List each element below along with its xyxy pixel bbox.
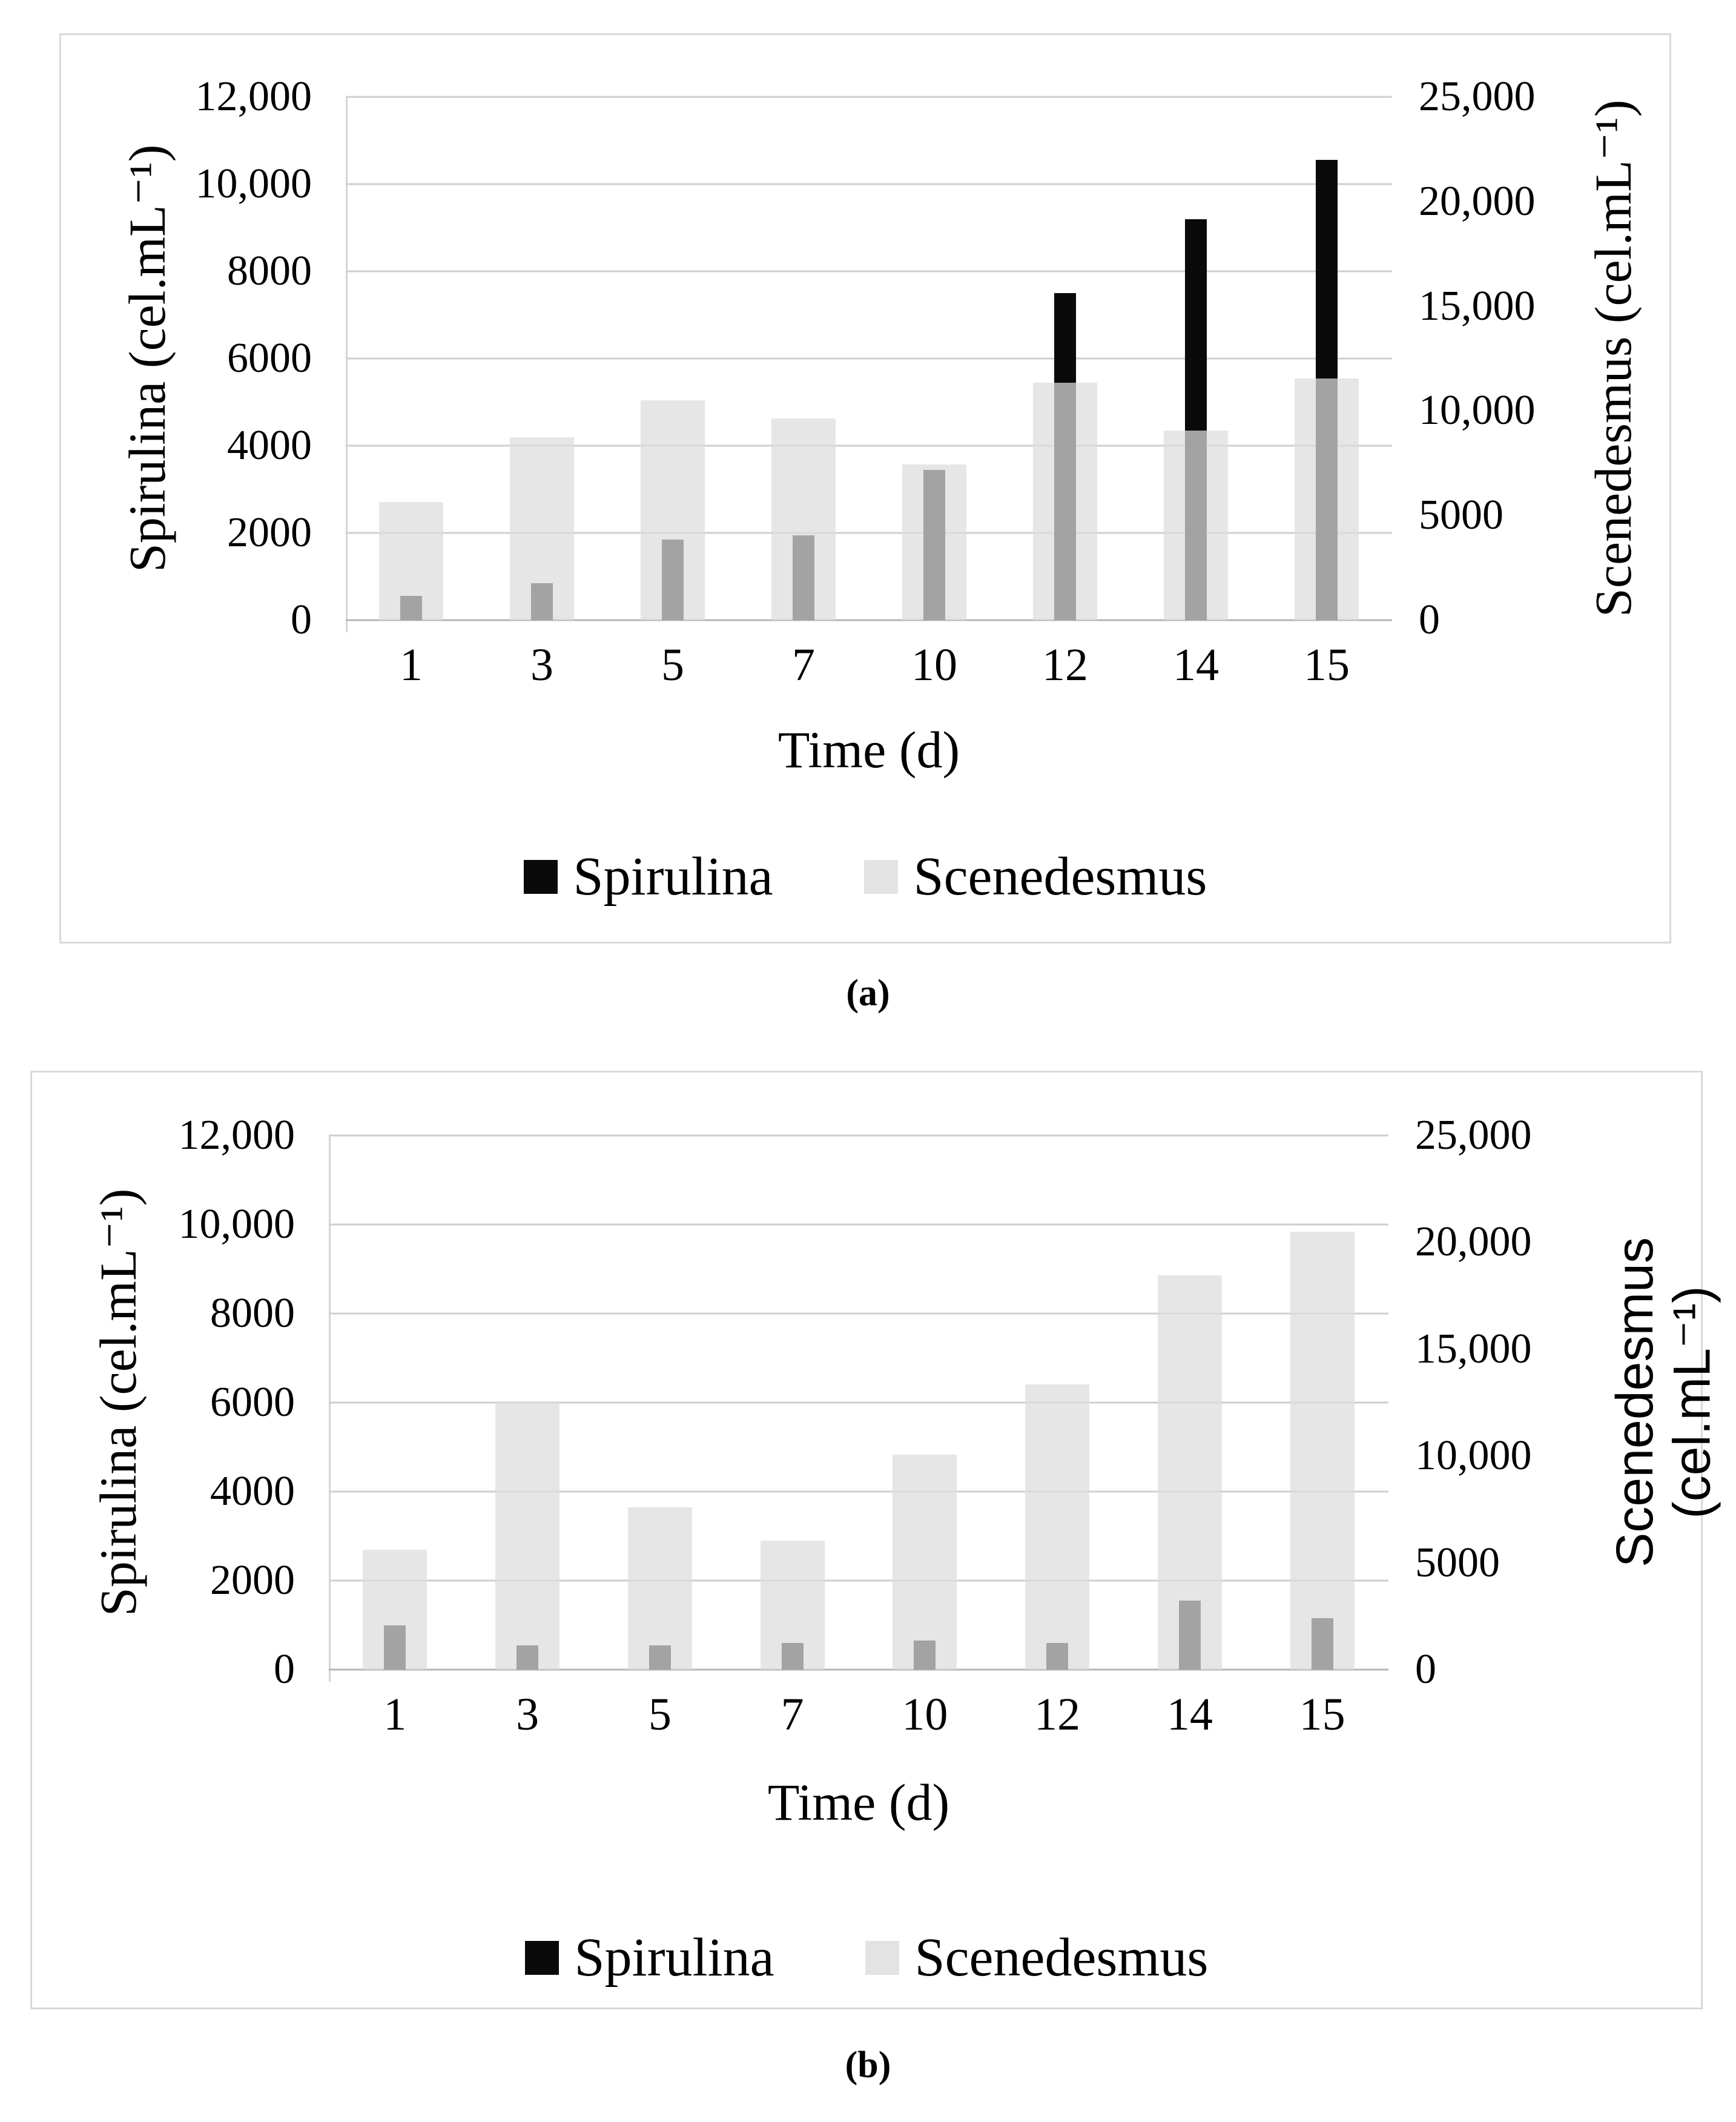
left-axis-tick-label: 4000 [210,1467,295,1515]
x-axis-tick-label: 1 [400,640,423,690]
left-axis-ticks [61,73,312,643]
category-cell [1256,1135,1388,1670]
scenedesmus-bar [1033,383,1097,620]
legend-swatch-scenedesmus [864,860,898,894]
x-axis-tick-label: 15 [1299,1689,1345,1740]
bars [346,97,1392,620]
x-axis-tick-label: 12 [1034,1689,1081,1740]
scenedesmus-bar [771,418,836,621]
x-axis-tick-label: 7 [781,1689,804,1740]
scenedesmus-bar [1290,1232,1355,1670]
left-axis-tick-label: 10,000 [178,1200,295,1248]
left-axis-tick-label: 6000 [227,335,312,382]
category-cell [1124,1135,1256,1670]
right-axis-tick-label: 15,000 [1419,282,1536,329]
bars [329,1135,1388,1670]
scenedesmus-bar [510,437,574,620]
x-axis-tick-label: 7 [792,640,815,690]
left-axis-tick-label: 2000 [227,509,312,556]
scenedesmus-bar [495,1403,559,1670]
x-axis-tick-label: 1 [383,1689,407,1740]
category-cell [859,1135,991,1670]
scenedesmus-bar [628,1507,692,1670]
x-axis-tick-label: 15 [1304,640,1350,690]
x-axis-ticks [346,638,1392,692]
legend-label: Scenedesmus [914,1928,1209,1988]
chart-panel-a [59,33,1671,944]
scenedesmus-bar [893,1455,957,1670]
legend-swatch-spirulina [525,1941,559,1975]
left-axis-tick-label: 4000 [227,421,312,469]
scenedesmus-bar [641,400,705,620]
category-cell [869,97,1000,620]
legend [32,1928,1701,1988]
right-axis-tick-label: 0 [1415,1646,1436,1693]
scenedesmus-bar [363,1550,427,1670]
x-axis-tick-label: 5 [648,1689,672,1740]
x-axis-tick-label: 10 [911,640,957,690]
right-axis-title: Scenedesmus (cel.mL⁻¹) [1584,99,1642,618]
left-axis-title: Spirulina (cel.mL⁻¹) [118,144,176,573]
legend-item-spirulina [524,847,773,907]
legend [61,847,1669,907]
left-axis-title: Spirulina (cel.mL⁻¹) [89,1188,147,1617]
category-cell [1000,97,1130,620]
scenedesmus-bar [1025,1384,1089,1670]
right-axis-tick-label: 15,000 [1415,1325,1532,1372]
category-cell [346,97,477,620]
legend-item-scenedesmus [864,847,1207,907]
right-axis-tick-label: 10,000 [1415,1432,1532,1479]
category-cell [1130,97,1261,620]
x-axis-tick-label: 14 [1173,640,1219,690]
left-axis-ticks [32,1112,295,1693]
left-axis-tick-label: 6000 [210,1379,295,1426]
right-axis-ticks [1419,73,1673,643]
scenedesmus-bar [761,1541,825,1670]
x-axis-tick-label: 3 [530,640,553,690]
right-axis-tick-label: 20,000 [1415,1218,1532,1266]
legend-swatch-spirulina [524,860,558,894]
category-cell [726,1135,859,1670]
right-axis-tick-label: 25,000 [1419,73,1536,120]
category-cell [594,1135,727,1670]
scenedesmus-bar [1164,431,1228,620]
x-axis-tick-label: 12 [1042,640,1088,690]
category-cell [1261,97,1392,620]
right-axis-ticks [1415,1112,1669,1693]
left-axis-tick-label: 2000 [210,1557,295,1604]
left-axis-tick-label: 10,000 [195,160,312,207]
left-axis-tick-label: 12,000 [195,73,312,120]
x-axis-ticks [329,1688,1388,1741]
category-cell [738,97,869,620]
scenedesmus-bar [902,464,966,620]
x-axis-tick-label: 3 [516,1689,540,1740]
left-axis-tick-label: 8000 [227,247,312,294]
caption-b: (b) [845,2044,891,2086]
scenedesmus-bar [1158,1275,1222,1670]
category-cell [477,97,607,620]
x-axis-tick-label: 14 [1166,1689,1213,1740]
plot-area [346,97,1392,620]
left-axis-tick-label: 12,000 [178,1112,295,1159]
caption-a: (a) [846,973,890,1014]
legend-label: Scenedesmus [913,847,1207,907]
category-cell [461,1135,594,1670]
x-axis-tick-label: 10 [902,1689,948,1740]
scenedesmus-bar [379,502,443,620]
legend-swatch-scenedesmus [865,1941,899,1975]
legend-item-scenedesmus [865,1928,1209,1988]
right-axis-tick-label: 5000 [1415,1539,1500,1586]
right-axis-tick-label: 5000 [1419,492,1503,539]
right-axis-tick-label: 25,000 [1415,1112,1532,1159]
plot-area [329,1135,1388,1670]
right-axis-tick-label: 10,000 [1419,387,1536,434]
x-axis-label: Time (d) [777,721,960,779]
category-cell [991,1135,1124,1670]
right-axis-tick-label: 20,000 [1419,177,1536,225]
right-axis-title: Scenedesmus (cel.mL⁻¹) [1606,1237,1721,1568]
chart-panel-b [30,1071,1721,2009]
x-axis-label: Time (d) [767,1773,950,1831]
legend-item-spirulina [525,1928,774,1988]
legend-label: Spirulina [573,847,773,907]
left-axis-tick-label: 8000 [210,1289,295,1337]
legend-label: Spirulina [574,1928,774,1988]
left-axis-tick-label: 0 [291,597,312,643]
right-axis-tick-label: 0 [1419,597,1440,643]
category-cell [329,1135,461,1670]
x-axis-tick-label: 5 [661,640,684,690]
category-cell [607,97,738,620]
left-axis-tick-label: 0 [274,1646,295,1693]
scenedesmus-bar [1295,378,1359,620]
